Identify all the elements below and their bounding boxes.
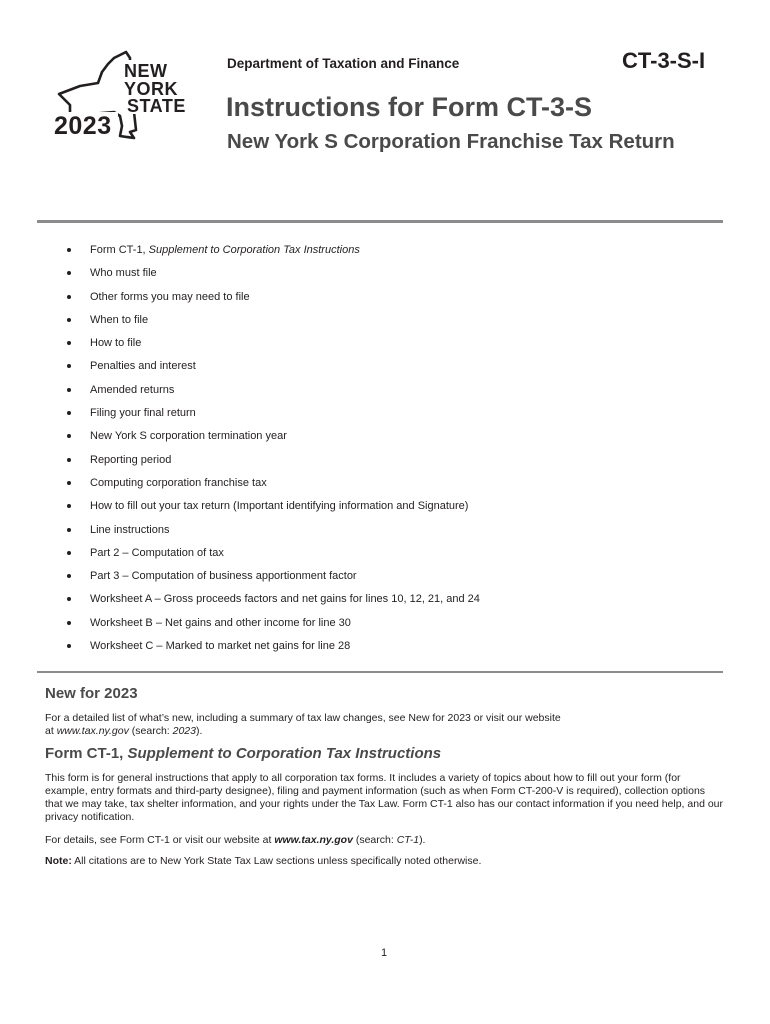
bullet-icon [67,528,71,532]
contents-item [60,569,480,592]
bullet-icon [67,318,71,322]
bullet-icon [67,574,71,578]
details-text-4: ). [419,834,426,846]
contents-item-italic: Supplement to Corporation Tax Instructions [148,244,360,256]
page-number: 1 [381,947,388,959]
bullet-icon [67,481,71,485]
nys-2023-logo [50,50,190,142]
contents-item [60,592,480,615]
form-ct1-link[interactable]: Form CT-1 [119,834,170,846]
contents-item-text: Computing corporation franchise tax [90,476,267,489]
bullet-icon [67,341,71,345]
new-for-text-3: at [45,725,57,737]
details-text-1: For details, see [45,834,120,846]
logo-year: 2023 [54,112,112,140]
contents-item [60,546,480,569]
contents-item-text: When to file [90,313,149,326]
ct1-heading-italic: Supplement to Corporation Tax Instructions [127,745,442,762]
page-title: Instructions for Form CT-3-S [226,92,593,122]
contents-item-text: Worksheet C – Marked to market net gains for line 28 [90,640,351,653]
website-link[interactable]: www.tax.ny.gov [56,725,129,737]
contents-item [60,523,480,546]
bullet-icon [67,295,71,299]
new-for-text-1: For a detailed list of what’s new, including a summary of tax law changes, see [45,712,409,724]
search-term: 2023 [172,725,196,737]
bullet-icon [67,644,71,648]
contents-item-text: Line instructions [90,523,170,536]
new-for-text-2: or visit our website [470,712,561,724]
bullet-icon [67,271,71,275]
contents-item [60,499,480,522]
details-text-3: (search: [352,834,397,846]
bullet-icon [67,551,71,555]
ct1-paragraph: This form is for general instructions that apply to all corporation tax forms. It includes a variety of topics about how to fill out your form (for example, entry formats and third-party designee), filing and payment information (such as when Form CT-200-V is required), collection options that we may take, tax shelter information, and your rights under the Tax Law. Form CT-1 also has our contact information if you need help, and our privacy notification. [45,772,723,823]
contents-item-text: How to file [90,337,142,350]
contents-item-text: Part 2 – Computation of tax [90,546,224,559]
bullet-icon [67,411,71,415]
contents-item [60,406,480,429]
contents-item [60,290,480,313]
new-for-paragraph [45,712,725,738]
new-for-text-5: ). [195,725,203,737]
contents-item-text: Part 3 – Computation of business apportionment factor [90,570,357,583]
logo-word-york: YORK [124,79,179,99]
contents-item-text: Penalties and interest [90,360,196,373]
contents-item [60,313,480,336]
contents-item-text: How to fill out your tax return (Important identifying information and Signature) [90,500,469,513]
details-website-link[interactable]: www.tax.ny.gov [274,834,353,846]
page-subtitle: New York S Corporation Franchise Tax Return [227,130,675,153]
contents-item [60,476,480,499]
contents-item [60,639,480,662]
contents-item-text: Other forms you may need to file [90,290,250,303]
details-search-term: CT-1 [396,834,420,846]
contents-item [60,266,480,289]
new-for-text-4: (search: [128,725,173,737]
contents-item-text: Reporting period [90,453,172,466]
contents-item-text: Filing your final return [90,407,196,420]
bullet-icon [67,388,71,392]
department-name: Department of Taxation and Finance [227,56,460,71]
contents-item-text: New York S corporation termination year [90,430,287,443]
bullet-icon [67,458,71,462]
contents-item [60,453,480,476]
contents-item-text: Who must file [90,267,157,280]
ct1-heading-prefix: Form CT-1, [45,745,128,762]
note-text: All citations are to New York State Tax Law sections unless specifically noted otherwise. [71,855,482,867]
form-id: CT-3-S-I [622,48,706,73]
contents-item-text: Amended returns [90,383,175,396]
bullet-icon [67,434,71,438]
bullet-icon [67,621,71,625]
logo-word-state: STATE [127,96,186,116]
contents-item-text: Worksheet A – Gross proceeds factors and net gains for lines 10, 12, 21, and 24 [90,593,480,606]
header-divider [37,220,723,223]
contents-item-text: Worksheet B – Net gains and other income for line 30 [90,616,351,629]
note-label: Note: [45,855,72,867]
contents-item [60,336,480,359]
details-text-2: or visit our website at [169,834,275,846]
contents-item [60,243,480,266]
ct1-heading [45,745,441,762]
contents-list [60,243,480,662]
logo-word-new: NEW [124,61,168,81]
section-divider [37,671,723,673]
ct1-details [45,834,725,847]
bullet-icon [67,597,71,601]
contents-item [60,616,480,639]
bullet-icon [67,504,71,508]
new-for-link[interactable]: New for 2023 [408,712,471,724]
bullet-icon [67,364,71,368]
contents-item [60,359,480,382]
contents-item [60,429,480,452]
new-for-heading: New for 2023 [45,685,138,702]
contents-item [60,383,480,406]
note-paragraph [45,855,725,868]
contents-item-text: Form CT-1, [90,244,149,256]
bullet-icon [67,248,71,252]
